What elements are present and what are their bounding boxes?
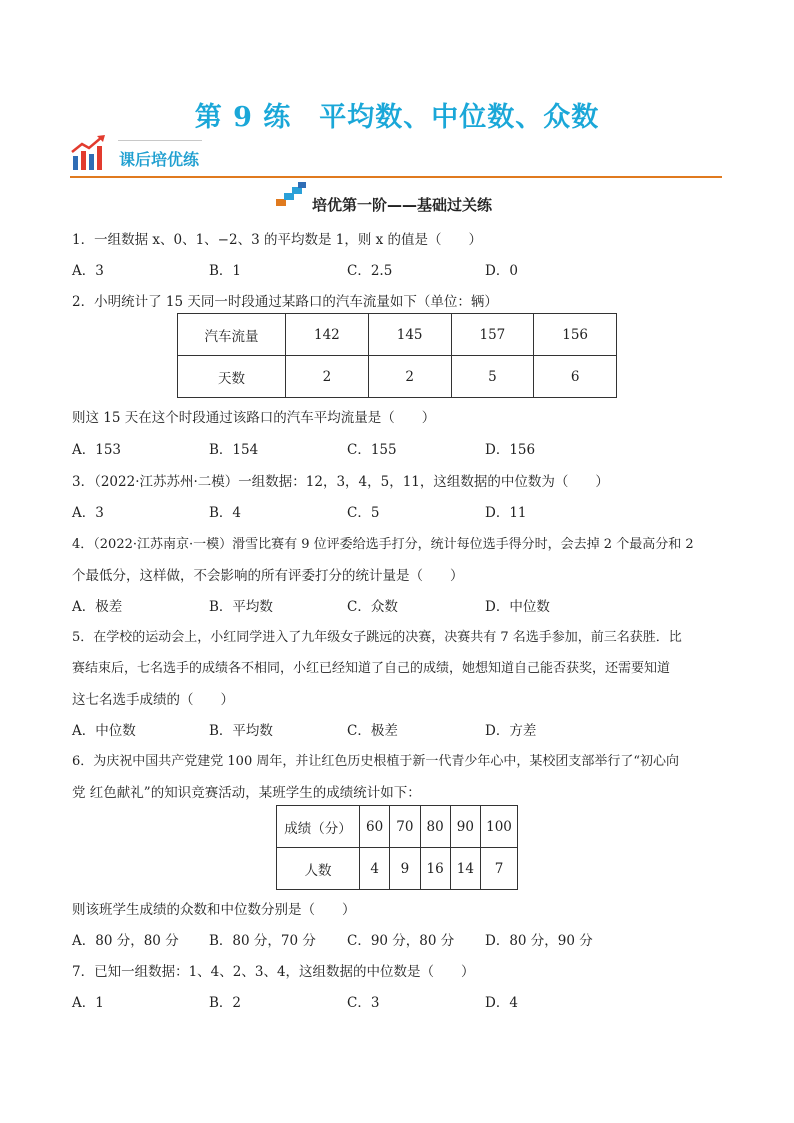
question-2-follow: 则这 15 天在这个时段通过该路口的汽车平均流量是（ ） [72,410,436,426]
question-5-line-2: 赛结束后，七名选手的成绩各不相同，小红已经知道了自己的成绩，她想知道自己能否获奖，还需要知道 [72,661,671,676]
question-7: 7．已知一组数据：1、4、2、3、4，这组数据的中位数是（ ） [72,964,475,980]
q6-option-c: C．90 分，80 分 [347,933,455,949]
table-cell: 142 [286,314,369,356]
table-cell: 145 [368,314,451,356]
table-cell: 14 [450,848,480,890]
q5-option-d: D．方差 [485,723,537,739]
table-cell: 4 [360,848,390,890]
table-cell: 天数 [178,356,286,398]
q1-option-b: B．1 [209,263,242,279]
q1-option-d: D．0 [485,263,518,279]
question-5-line-1: 5．在学校的运动会上，小红同学进入了九年级女子跳远的决赛，决赛共有 7 名选手参加，前三名获胜．比 [72,630,682,645]
table-cell: 9 [390,848,420,890]
q5-option-c: C．极差 [347,723,398,739]
table-cell: 90 [450,806,480,848]
growth-chart-icon [70,134,108,172]
q5-option-b: B．平均数 [209,723,273,739]
q7-option-d: D．4 [485,995,518,1011]
table-cell: 人数 [277,848,360,890]
section-title: 课后培优练 [119,150,200,169]
header-thin-rule [118,140,202,141]
table-cell: 5 [451,356,534,398]
table-cell: 2 [286,356,369,398]
table-cell: 156 [534,314,617,356]
q4-option-b: B．平均数 [209,599,273,615]
q2-option-a: A．153 [72,442,122,458]
q2-option-b: B．154 [209,442,259,458]
q3-option-b: B．4 [209,505,242,521]
q7-option-b: B．2 [209,995,242,1011]
q4-option-a: A．极差 [72,599,123,615]
stairs-icon [276,182,306,206]
q1-option-c: C．2.5 [347,263,393,279]
q6-option-a: A．80 分，80 分 [72,933,179,949]
table-cell: 100 [481,806,518,848]
q1-option-a: A．3 [72,263,104,279]
traffic-table [177,313,617,398]
q2-option-d: D．156 [485,442,536,458]
q6-option-d: D．80 分，90 分 [485,933,593,949]
page-title: 第 9 练 平均数、中位数、众数 [194,102,600,133]
table-cell: 60 [360,806,390,848]
q7-option-c: C．3 [347,995,380,1011]
section-divider [70,176,722,178]
q5-option-a: A．中位数 [72,723,136,739]
table-cell: 7 [481,848,518,890]
table-cell: 2 [368,356,451,398]
table-cell: 6 [534,356,617,398]
question-6-follow: 则该班学生成绩的众数和中位数分别是（ ） [72,902,356,918]
table-cell: 16 [420,848,450,890]
q6-option-b: B．80 分，70 分 [209,933,316,949]
question-4-line-1: 4．（2022·江苏南京·一模）滑雪比赛有 9 位评委给选手打分，统计每位选手得分时，会去掉 2 个最高分和 2 [72,537,694,552]
stage-title: 培优第一阶——基础过关练 [312,196,493,214]
q3-option-a: A．3 [72,505,104,521]
question-2: 2．小明统计了 15 天同一时段通过某路口的汽车流量如下（单位：辆） [72,294,498,310]
score-table [276,805,518,890]
table-cell: 80 [420,806,450,848]
question-6-line-2: 党 红色献礼”的知识竞赛活动，某班学生的成绩统计如下： [72,785,421,801]
table-cell: 157 [451,314,534,356]
q4-option-c: C．众数 [347,599,398,615]
question-5-line-3: 这七名选手成绩的（ ） [72,692,234,708]
question-6-line-1: 6．为庆祝中国共产党建党 100 周年，并让红色历史根植于新一代青少年心中，某校团支部举行了“初心向 [72,754,679,769]
q3-option-d: D．11 [485,505,527,521]
table-cell: 汽车流量 [178,314,286,356]
q4-option-d: D．中位数 [485,599,550,615]
table-cell: 成绩（分） [277,806,360,848]
q3-option-c: C．5 [347,505,380,521]
question-4-line-2: 个最低分，这样做，不会影响的所有评委打分的统计量是（ ） [72,568,464,584]
q7-option-a: A．1 [72,995,104,1011]
q2-option-c: C．155 [347,442,397,458]
question-3: 3．（2022·江苏苏州·二模）一组数据：12，3，4，5，11，这组数据的中位数为（ ） [72,474,609,490]
table-cell: 70 [390,806,420,848]
question-1: 1．一组数据 x、0、1、−2、3 的平均数是 1，则 x 的值是（ ） [72,232,483,248]
